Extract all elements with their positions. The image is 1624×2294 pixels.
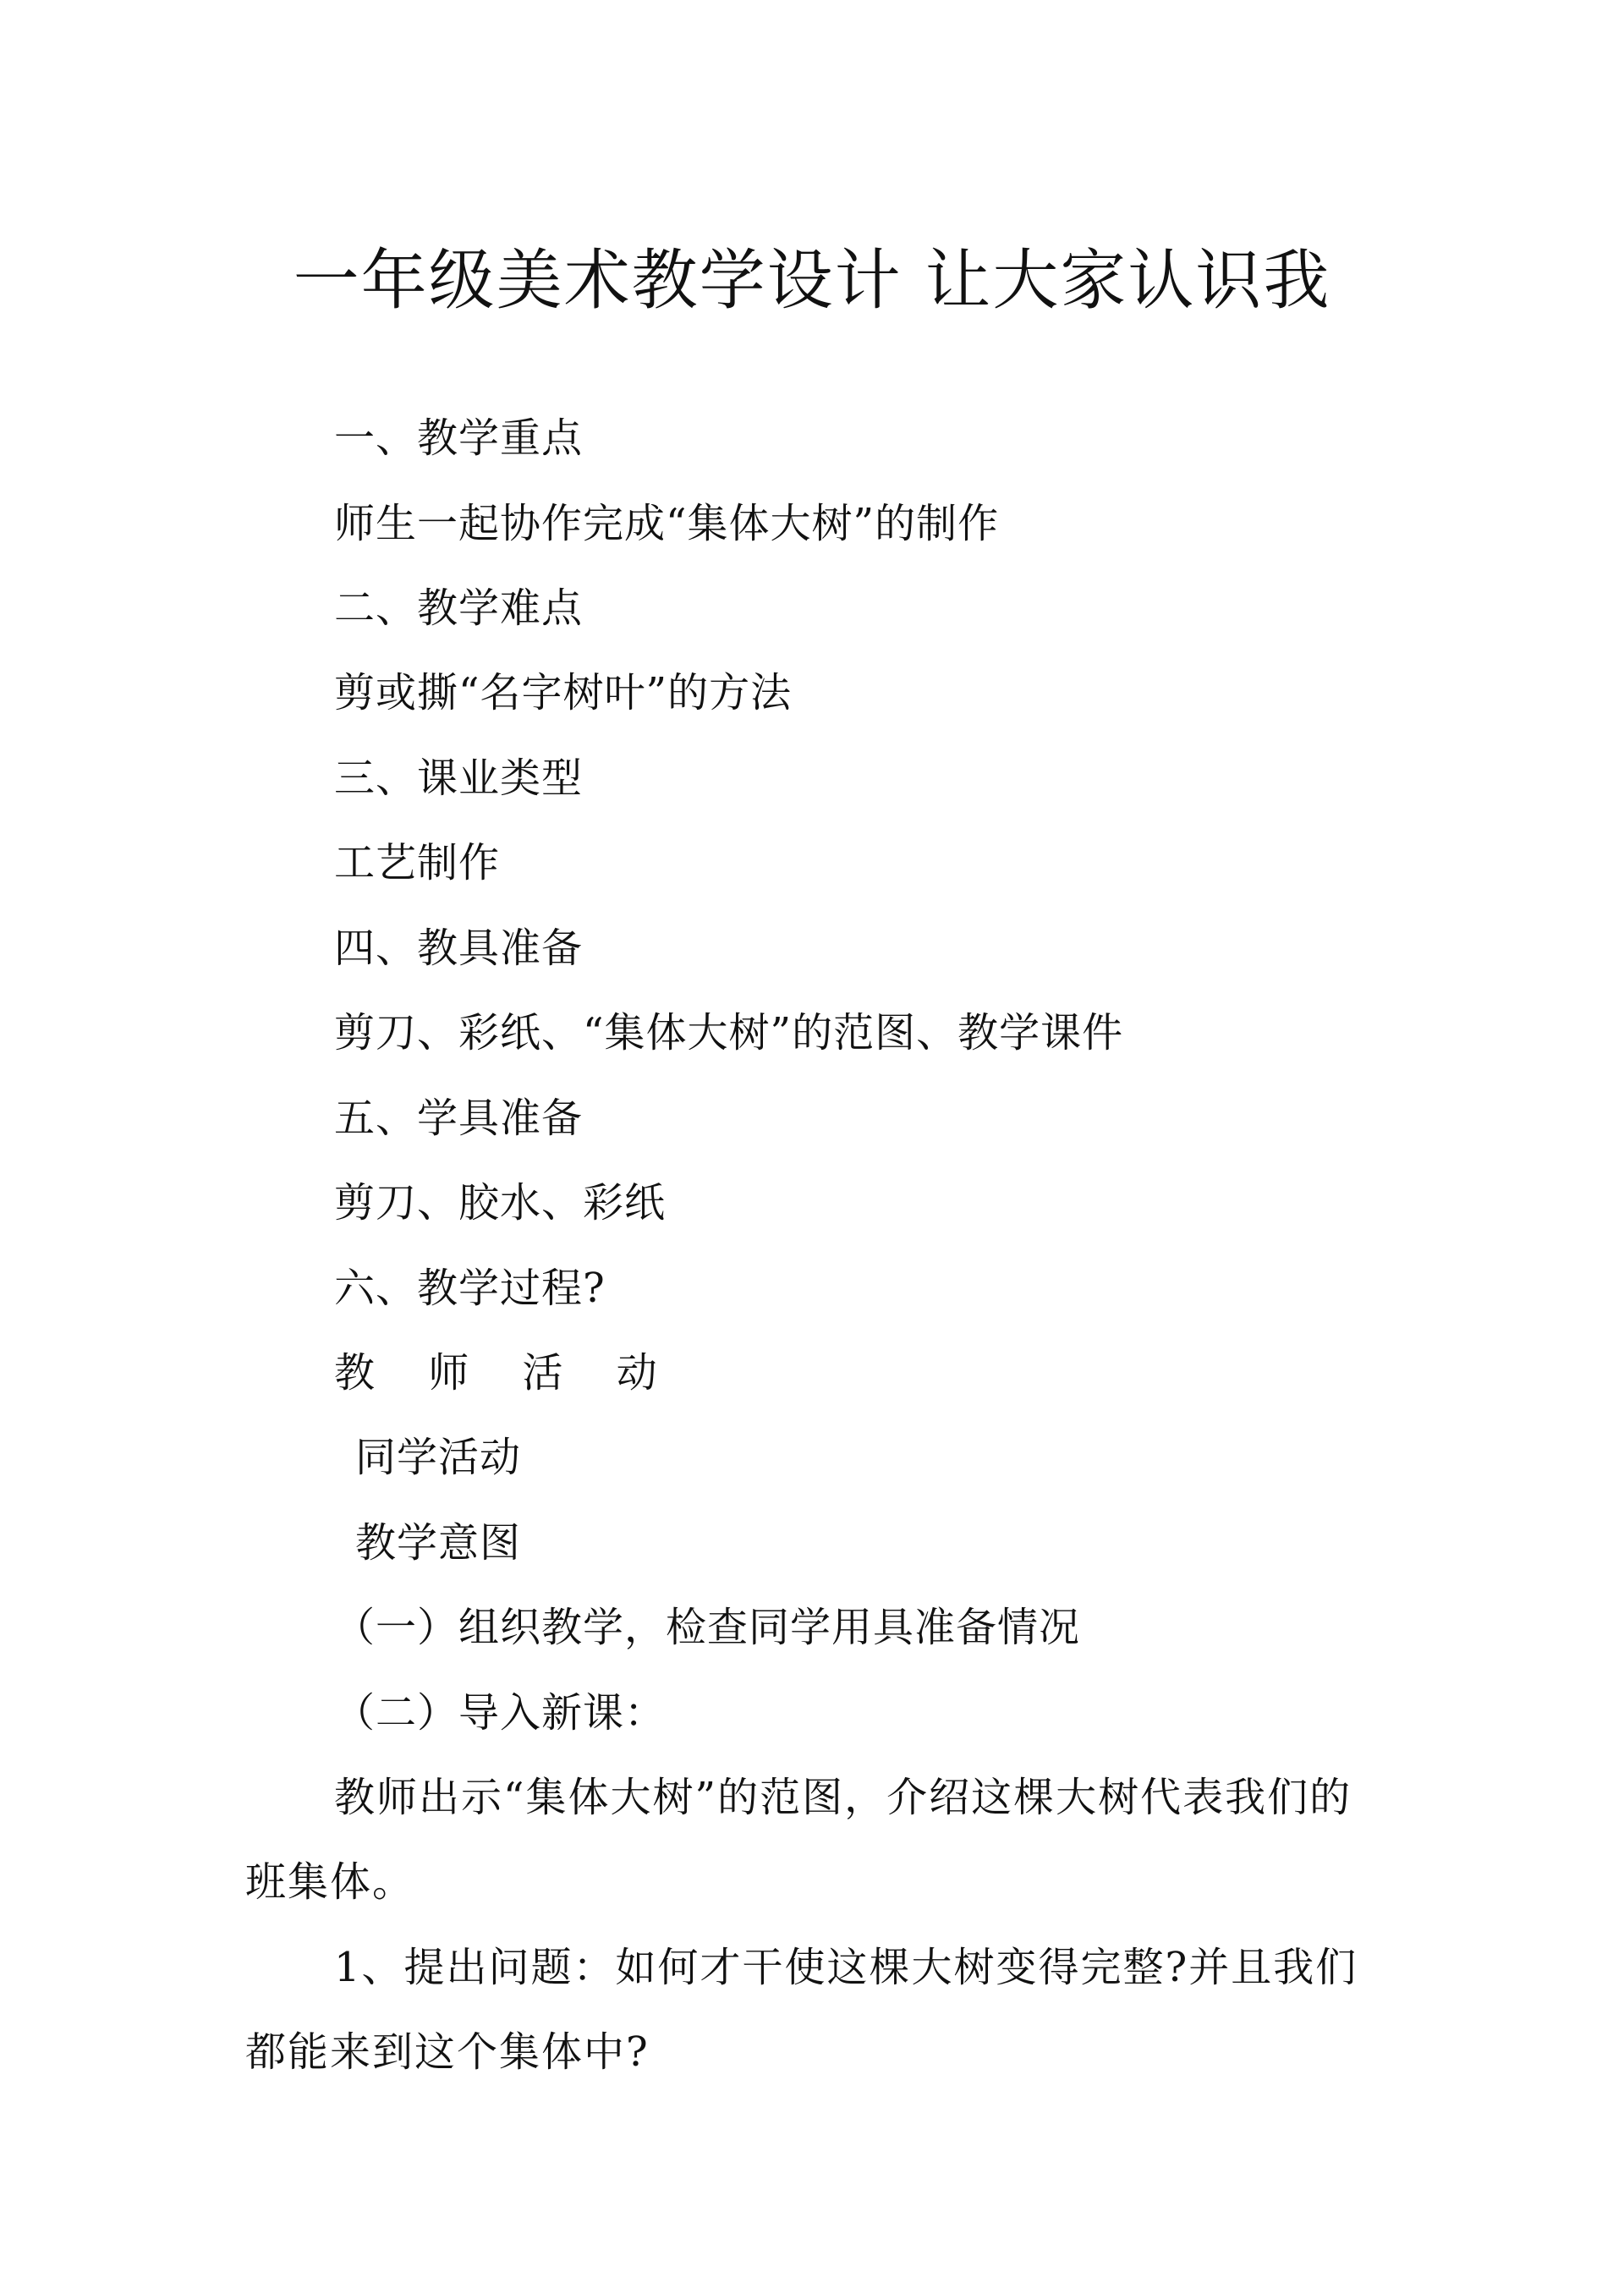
- document-title: 一年级美术教学设计 让大家认识我: [293, 243, 1331, 320]
- difficulties-text: 剪或撕“名字树叶”的方法: [334, 669, 793, 716]
- step-organize-teaching: （一）组织教学，检查同学用具准备情况: [334, 1604, 1081, 1651]
- student-activity-label: 同学活动: [355, 1434, 522, 1481]
- key-points-text: 师生一起协作完成“集体大树”的制作: [334, 500, 1000, 547]
- teaching-aids-text: 剪刀、彩纸、“集体大树”的范图、教学课件: [334, 1009, 1124, 1056]
- section-heading-teaching-aids: 四、教具准备: [334, 925, 584, 972]
- section-heading-student-materials: 五、学具准备: [334, 1095, 584, 1142]
- body-paragraph: 教师出示“集体大树”的范图，介绍这棵大树代表我们的班集体。: [245, 1774, 1352, 1906]
- section-heading-lesson-type: 三、课业类型: [334, 755, 584, 802]
- section-heading-teaching-process: 六、教学过程?: [334, 1265, 606, 1312]
- teaching-intent-label: 教学意图: [355, 1519, 522, 1567]
- section-heading-difficulties: 二、教学难点: [334, 584, 584, 632]
- step-introduce-lesson: （二）导入新课：: [334, 1689, 667, 1737]
- section-heading-key-points: 一、教学重点: [334, 414, 584, 462]
- teacher-activity-label: 教 师 活 动: [334, 1349, 678, 1397]
- lesson-type-text: 工艺制作: [334, 839, 501, 886]
- body-paragraph: 1、提出问题：如何才干使这棵大树变得完整?并且我们都能来到这个集体中?: [245, 1944, 1358, 2076]
- student-materials-text: 剪刀、胶水、彩纸: [334, 1179, 667, 1227]
